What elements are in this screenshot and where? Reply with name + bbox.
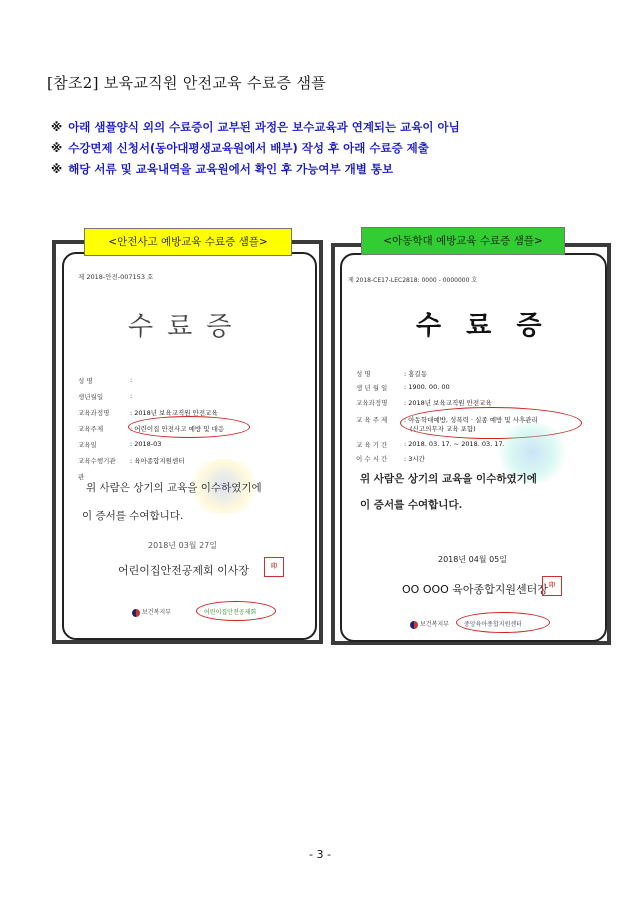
- note-mark: ※: [51, 120, 63, 134]
- certificate-number: 제 2018-CE17-LEC2818: 0000 - 0000000 호: [348, 277, 478, 284]
- note-1: [51, 119, 460, 135]
- certificate-issuer: OO OOO 육아종합지원센터장: [402, 583, 548, 596]
- issuer-logo-text: 중앙육아종합지원센터: [464, 621, 522, 628]
- row-label: 생 년 월 일: [356, 384, 388, 392]
- certificate-date: 2018년 04월 05일: [438, 555, 507, 564]
- certificate-date: 2018년 03월 27일: [148, 541, 217, 550]
- row-value: : 3시간: [404, 455, 425, 463]
- ministry-logo-text: 보건복지부: [142, 609, 171, 616]
- certificate-body-line1: 위 사람은 상기의 교육을 이수하였기에: [86, 482, 262, 494]
- ministry-logo: [410, 619, 449, 629]
- left-certificate: [52, 240, 323, 644]
- row-label: 성 명: [356, 370, 371, 378]
- certificate-heading: 수료증: [128, 312, 246, 342]
- row-value: (신고의무자 교육 포함): [410, 425, 476, 433]
- row-label: 교육일: [78, 441, 97, 449]
- row-label: 교 육 주 제: [356, 416, 388, 424]
- right-certificate-tag: <아동학대 예방교육 수료증 샘플>: [361, 227, 565, 255]
- row-value: : 2018. 03. 17. ~ 2018. 03. 17.: [404, 440, 505, 448]
- certificate-heading: 수 료 증: [416, 311, 550, 341]
- certificate-body-line2: 이 증서를 수여합니다.: [360, 499, 463, 511]
- row-label: 생년월일: [78, 393, 104, 401]
- highlight-oval: [196, 601, 276, 621]
- certificate-issuer: 어린이집안전공제회 이사장: [118, 564, 250, 577]
- highlight-oval: [456, 612, 550, 633]
- left-certificate-tag: <안전사고 예방교육 수료증 샘플>: [84, 228, 292, 256]
- row-label: 교육과정명: [356, 399, 388, 407]
- row-value: :: [130, 376, 133, 384]
- row-value: : 2018년 보육교직원 안전교육: [404, 399, 492, 407]
- row-value: : 육아종합지원센터: [130, 457, 185, 465]
- row-value: : 2018-03: [130, 440, 162, 448]
- seal-stamp: 印: [264, 557, 284, 577]
- row-label: 교육수행기관: [78, 457, 116, 465]
- note-text: 수강면제 신청서(동아대평생교육원에서 배부) 작성 후 아래 수료증 제출: [68, 141, 429, 155]
- row-value: :: [130, 392, 133, 400]
- row-label: 교육과정명: [78, 409, 110, 417]
- note-text: 해당 서류 및 교육내역을 교육원에서 확인 후 가능여부 개별 통보: [68, 162, 394, 176]
- ministry-logo-icon: [410, 621, 418, 629]
- certificate-number: 제 2018-안전-007153 호: [78, 273, 154, 281]
- row-value: : 1900. 00. 00: [404, 383, 450, 391]
- note-mark: ※: [51, 141, 63, 155]
- issuer-logo-text: 어린이집안전공제회: [204, 609, 257, 616]
- certificate-body-line2: 이 증서를 수여합니다.: [82, 510, 184, 522]
- right-certificate-border: [340, 253, 607, 642]
- page-title: [참조2] 보육교직원 안전교육 수료증 샘플: [47, 74, 327, 92]
- right-certificate: [331, 243, 611, 645]
- left-certificate-border: [62, 252, 317, 640]
- seal-stamp: 印: [542, 576, 562, 596]
- page-number: - 3 -: [309, 848, 331, 861]
- note-mark: ※: [51, 162, 63, 176]
- ministry-logo-icon: [132, 609, 140, 617]
- row-value: : 2018년 보육교직원 안전교육: [130, 409, 218, 417]
- row-label: 교육주제: [78, 425, 104, 433]
- note-2: [51, 140, 429, 156]
- note-text: 아래 샘플양식 외의 수료증이 교부된 과정은 보수교육과 연계되는 교육이 아님: [68, 120, 460, 134]
- row-value: : 어린이집 안전사고 예방 및 대응: [130, 425, 225, 433]
- row-label: 교 육 기 간: [356, 441, 388, 449]
- certificate-body-line1: 위 사람은 상기의 교육을 이수하였기에: [360, 473, 537, 485]
- ministry-logo-text: 보건복지부: [420, 621, 449, 628]
- row-label: 성 명: [78, 377, 93, 385]
- highlight-oval: [128, 416, 250, 438]
- row-value: : 홍길동: [404, 370, 428, 378]
- row-label: 이 수 시 간: [356, 455, 388, 463]
- ministry-logo: [132, 607, 171, 617]
- row-value: : 아동학대예방, 성폭력 · 실종 예방 및 사후관리: [404, 416, 538, 424]
- note-3: [51, 161, 393, 177]
- row-label: 관: [78, 473, 85, 481]
